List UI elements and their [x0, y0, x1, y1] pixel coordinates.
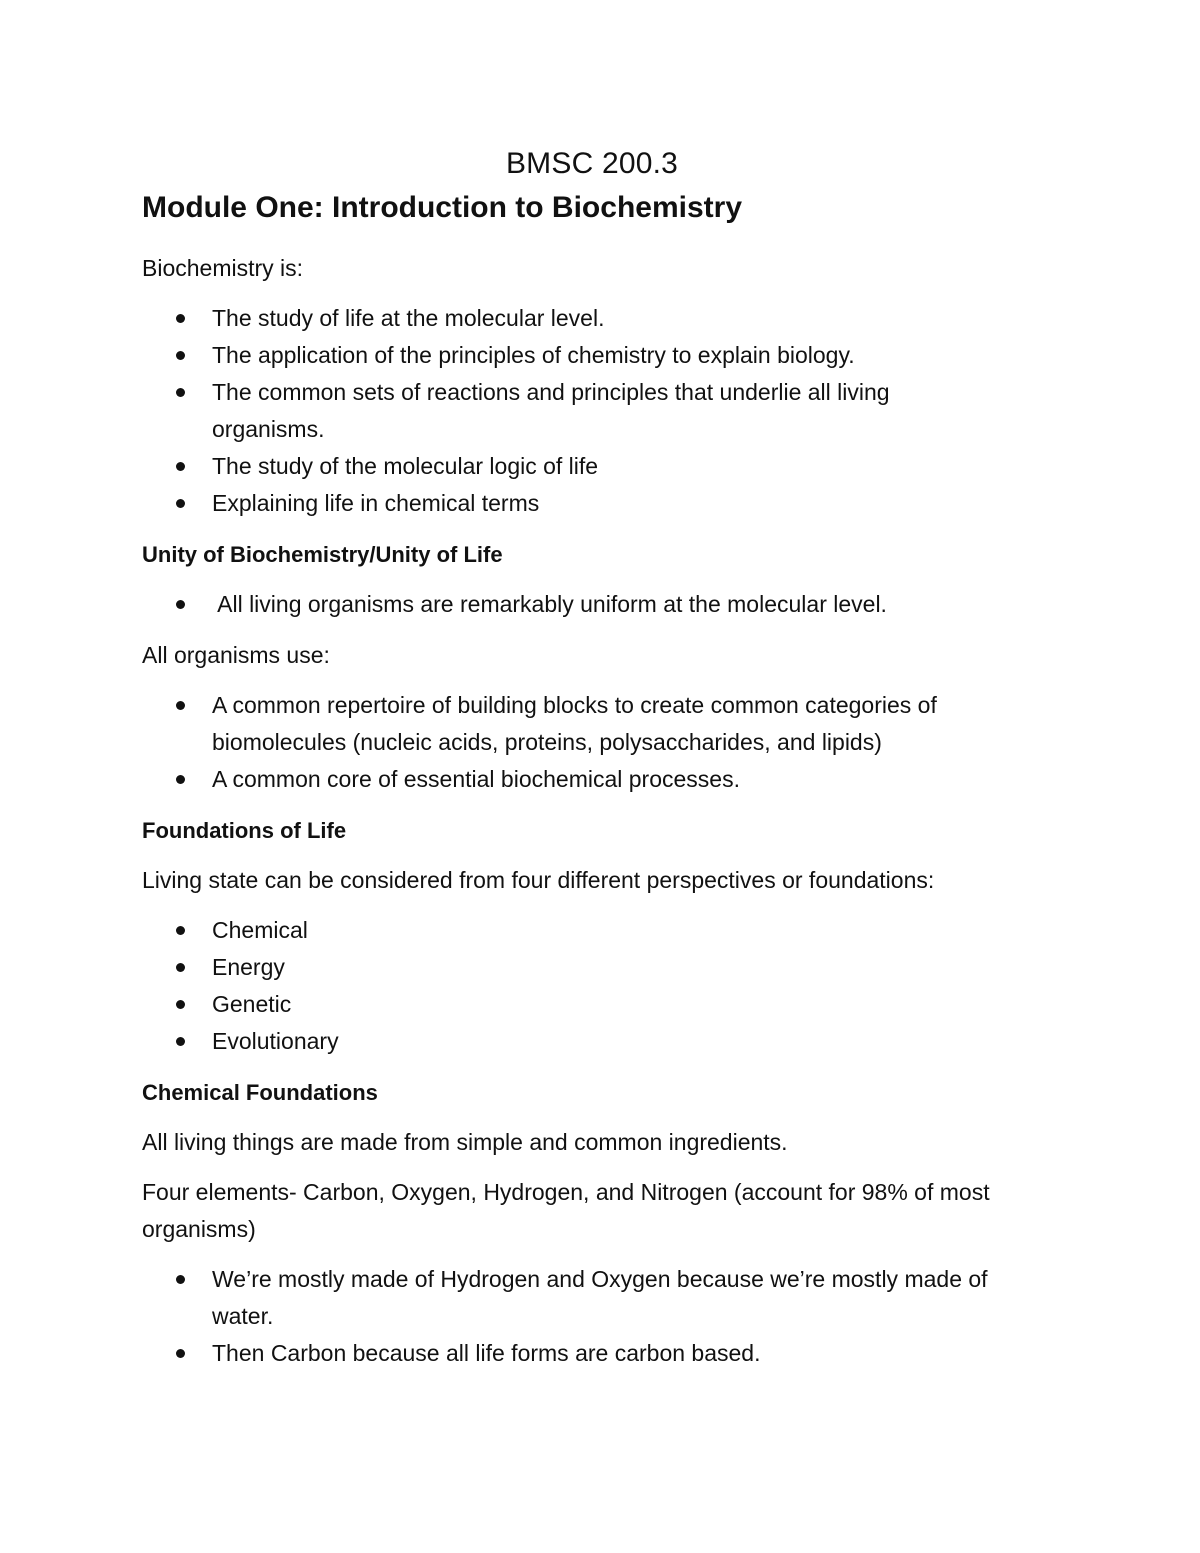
bullet-icon: [176, 600, 185, 609]
bullet-icon: [176, 388, 185, 397]
course-code: BMSC 200.3: [505, 147, 679, 180]
bullet-icon: [176, 499, 185, 508]
bullet-icon: [176, 701, 185, 710]
list-item: [142, 1023, 1042, 1060]
bullet-icon: [176, 1000, 185, 1009]
foundations-bullet-list: [142, 912, 1042, 1060]
list-item: [142, 300, 1042, 337]
list-item-text: Chemical: [212, 917, 308, 943]
list-item: [142, 761, 1042, 798]
bullet-icon: [176, 1349, 185, 1358]
bullet-icon: [176, 1275, 185, 1284]
list-item-text: The common sets of reactions and principles that underlie all living organisms.: [212, 379, 890, 442]
list-item-text: Explaining life in chemical terms: [212, 490, 540, 516]
bullet-icon: [176, 462, 185, 471]
unity-heading: Unity of Biochemistry/Unity of Life: [142, 542, 503, 567]
list-item-text: Genetic: [212, 991, 292, 1017]
foundations-heading: Foundations of Life: [142, 818, 347, 843]
module-title: Module One: Introduction to Biochemistry: [142, 191, 742, 224]
list-item: [142, 374, 1042, 448]
list-item: [142, 949, 1042, 986]
list-item: [142, 586, 1042, 623]
unity-bullet-list: [142, 586, 1042, 623]
list-item: [142, 1335, 1042, 1372]
list-item: [142, 912, 1042, 949]
bullet-icon: [176, 351, 185, 360]
intro-bullet-list: [142, 300, 1042, 522]
chemical-text-1: All living things are made from simple and common ingredients.: [142, 1129, 788, 1155]
bullet-icon: [176, 775, 185, 784]
foundations-text: Living state can be considered from four different perspectives or foundations:: [142, 867, 935, 893]
list-item: [142, 485, 1042, 522]
organisms-bullet-list: [142, 687, 1042, 798]
list-item-text: Then Carbon because all life forms are carbon based.: [212, 1340, 761, 1366]
list-item-text: The study of life at the molecular level.: [212, 305, 605, 331]
bullet-icon: [176, 1037, 185, 1046]
chemical-text-2: Four elements- Carbon, Oxygen, Hydrogen, and Nitrogen (account for 98% of most organisms): [142, 1179, 990, 1242]
list-item: [142, 687, 1042, 761]
list-item: [142, 448, 1042, 485]
organisms-label: All organisms use:: [142, 642, 330, 668]
list-item-text: The study of the molecular logic of life: [212, 453, 599, 479]
list-item: [142, 337, 1042, 374]
chemical-bullet-list: [142, 1261, 1042, 1372]
bullet-icon: [176, 926, 185, 935]
list-item-text: Evolutionary: [212, 1028, 339, 1054]
list-item-text: Energy: [212, 954, 285, 980]
list-item-text: We’re mostly made of Hydrogen and Oxygen because we’re mostly made of water.: [212, 1266, 988, 1329]
document-content: [142, 140, 1042, 1386]
list-item-text: The application of the principles of chemistry to explain biology.: [212, 342, 855, 368]
chemical-heading: Chemical Foundations: [142, 1080, 378, 1105]
intro-label: Biochemistry is:: [142, 255, 304, 281]
list-item-text: A common core of essential biochemical processes.: [212, 766, 740, 792]
bullet-icon: [176, 963, 185, 972]
list-item: [142, 1261, 1042, 1335]
list-item-text: All living organisms are remarkably uniform at the molecular level.: [212, 591, 887, 617]
list-item-text: A common repertoire of building blocks to create common categories of biomolecules (nucleic acids, proteins, polysaccharides, and lipids): [212, 692, 937, 755]
bullet-icon: [176, 314, 185, 323]
list-item: [142, 986, 1042, 1023]
